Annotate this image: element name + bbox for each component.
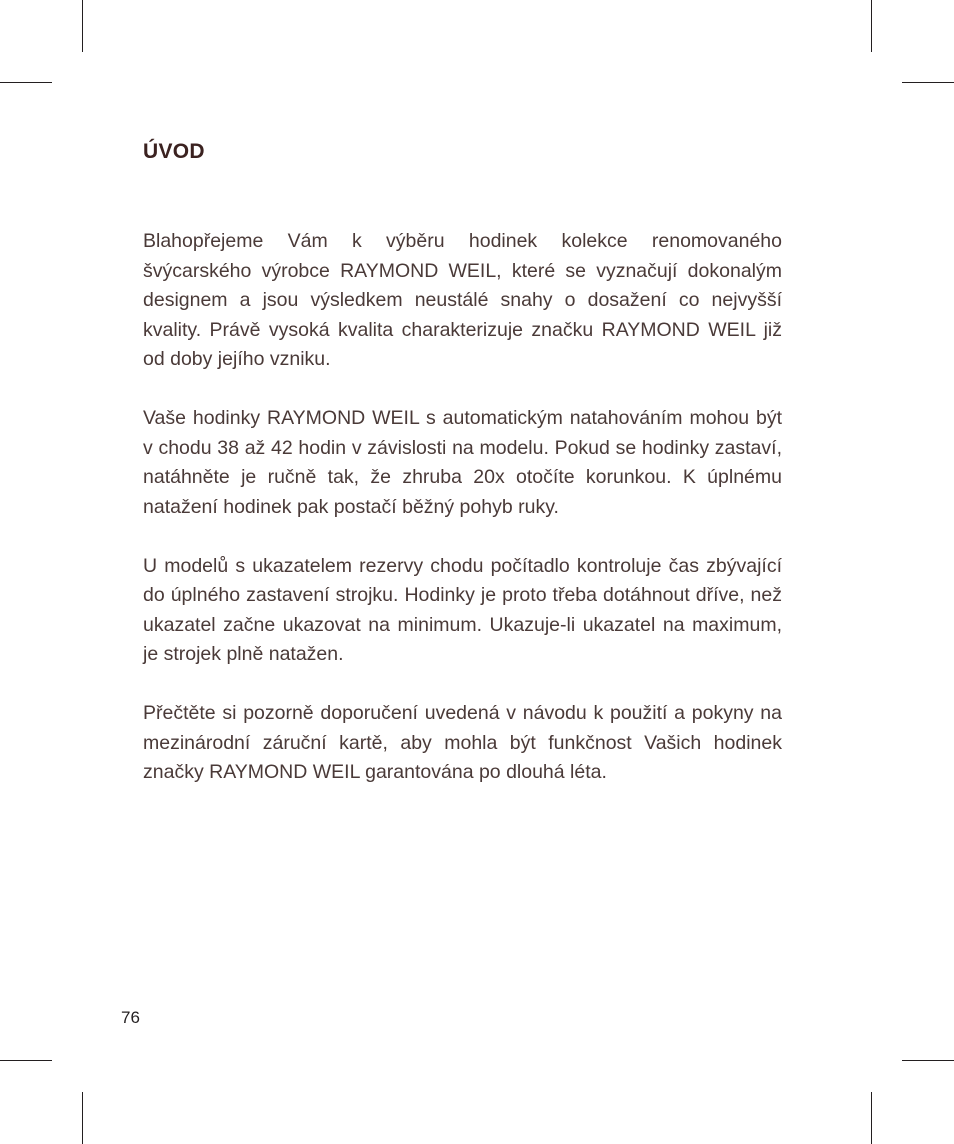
- crop-mark-top-right-horizontal: [902, 82, 954, 83]
- page-number: 76: [121, 1008, 140, 1027]
- paragraph-power-reserve: U modelů s ukazatelem rezervy chodu počítadlo kontroluje čas zbývající do úplného zastavení strojku. Hodinky je proto třeba dotáhnout dříve, než ukazatel začne ukazovat na minimum. Ukazuje-li ukazatel na maximum, je strojek plně natažen.: [143, 554, 782, 665]
- crop-mark-bottom-right-vertical: [871, 1092, 872, 1144]
- crop-mark-top-left-horizontal: [0, 82, 52, 83]
- crop-mark-bottom-right-horizontal: [902, 1060, 954, 1061]
- crop-mark-top-right-vertical: [871, 0, 872, 52]
- paragraph-automatic-winding: Vaše hodinky RAYMOND WEIL s automatickým natahováním mohou být v chodu 38 až 42 hodin v závislosti na modelu. Pokud se hodinky zastaví, natáhněte je ručně tak, že zhruba 20x otočíte korunkou. K úplnému natažení hodinek pak postačí běžný pohyb ruky.: [143, 407, 782, 518]
- crop-mark-bottom-left-vertical: [82, 1092, 83, 1144]
- crop-mark-top-left-vertical: [82, 0, 83, 52]
- page-title: ÚVOD: [143, 140, 205, 163]
- crop-mark-bottom-left-horizontal: [0, 1060, 52, 1061]
- paragraph-introduction: Blahopřejeme Vám k výběru hodinek kolekce renomovaného švýcarského výrobce RAYMOND WEIL, které se vyznačují dokonalým designem a jsou výsledkem neustálé snahy o dosažení co nejvyšší kvality. Právě vysoká kvalita charakterizuje značku RAYMOND WEIL již od doby jejího vzniku.: [143, 230, 782, 370]
- paragraph-recommendations: Přečtěte si pozorně doporučení uvedená v návodu k použití a pokyny na mezinárodní záruční kartě, aby mohla být funkčnost Vašich hodinek značky RAYMOND WEIL garantována po dlouhá léta.: [143, 702, 782, 783]
- body-text: [143, 227, 782, 817]
